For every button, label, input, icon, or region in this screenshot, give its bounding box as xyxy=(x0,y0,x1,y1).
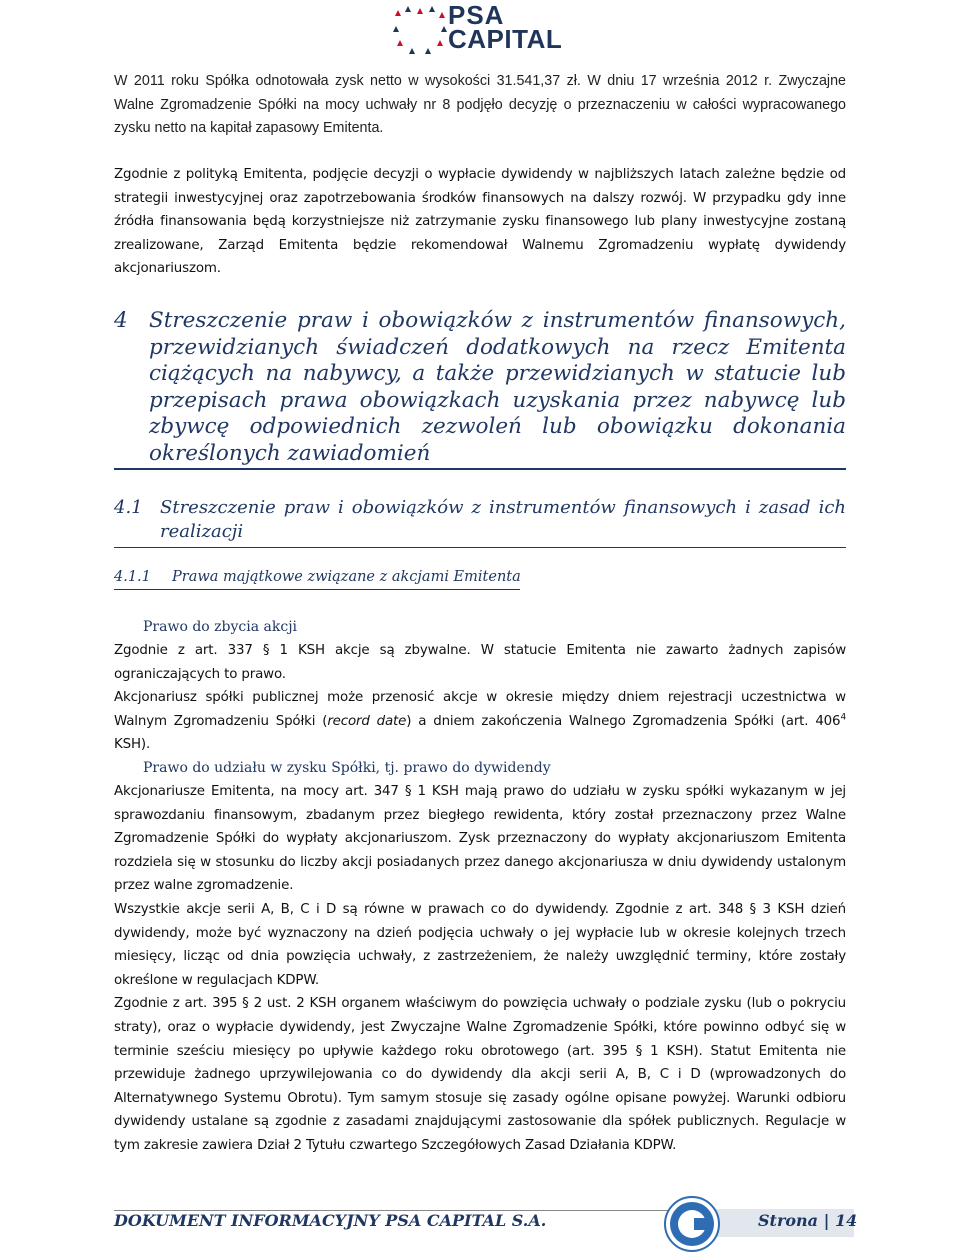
logo-text-capital: CAPITAL xyxy=(448,24,563,54)
zbycie-p2-record-date: record date xyxy=(327,713,407,729)
intro-paragraph-2: Zgodnie z polityką Emitenta, podjęcie decyzji o wypłacie dywidendy w najbliższych latach zależne będzie od strategii inwestycyjnej oraz zapotrzebowania środków finansowych na dalszy rozwój. W przypadku gdy inne źródła finansowania będą korzystniejsze niż zatrzymanie zysku finansowego lub plany inwestycyjne zostaną zrealizowane, Zarząd Emitenta będzie rekomendował Walnemu Zgromadzeniu wypłatę dywidendy akcjonariuszom. xyxy=(114,167,846,277)
intro-section xyxy=(114,70,846,141)
footer-page-number: Strona | 14 xyxy=(758,1211,858,1230)
zbycie-p2-part-c: KSH). xyxy=(114,737,151,753)
section-4-1-1-number: 4.1.1 xyxy=(114,569,151,585)
intro-section-2 xyxy=(114,163,846,281)
section-4-rule xyxy=(114,468,846,470)
intro-paragraph-1: W 2011 roku Spółka odnotowała zysk netto w wysokości 31.541,37 zł. W dniu 17 września 2012 r. Zwyczajne Walne Zgromadzenie Spółki na mocy uchwały nr 8 podjęło decyzję o przeznaczeniu w całości wypracowanego zysku netto na kapitał zapasowy Emitenta. xyxy=(114,73,846,137)
footer-document-title: DOKUMENT INFORMACYJNY PSA CAPITAL S.A. xyxy=(114,1211,547,1230)
zbycie-p2-sup: 4 xyxy=(840,712,847,723)
dywidenda-heading: Prawo do udziału w zysku Spółki, tj. prawo do dywidendy xyxy=(143,760,551,776)
zbycie-paragraph-2 xyxy=(114,686,846,757)
logo-text-psa: PSA xyxy=(448,0,505,30)
section-4-number: 4 xyxy=(114,308,128,333)
zbycie-section xyxy=(114,639,846,757)
zbycie-heading: Prawo do zbycia akcji xyxy=(143,619,298,635)
zbycie-paragraph-1: Zgodnie z art. 337 § 1 KSH akcje są zbywalne. W statucie Emitenta nie zawarto żadnych zapisów ograniczających to prawo. xyxy=(114,643,846,682)
section-4-1-rule xyxy=(114,547,846,548)
dywidenda-paragraph-2: Wszystkie akcje serii A, B, C i D są równe w prawach co do dywidendy. Zgodnie z art. 348 § 3 KSH dzień dywidendy, może być wyznaczony na dzień podjęcia uchwały o jej wypłacie lub w okresie kolejnych trzech miesięcy, licząc od dnia powzięcia uchwały, z zastrzeżeniem, że należy uwzględnić terminy, które zostały określone w regulacjach KDPW. xyxy=(114,901,846,988)
section-4-1-1-title: Prawa majątkowe związane z akcjami Emitenta xyxy=(172,569,521,585)
section-4-title: Streszczenie praw i obowiązków z instrumentów finansowych, przewidzianych świadczeń dodatkowych na rzecz Emitenta ciążących na nabywcy, a także przewidzianych w statucie lub przepisach prawa obowiązkach uzyskania przez nabywcę lub zbywcę odpowiednich zezwoleń lub obowiązku dokonania określonych zawiadomień xyxy=(149,308,846,466)
zbycie-p2-part-b: ) a dniem zakończenia Walnego Zgromadzenia Spółki (art. 406 xyxy=(406,713,841,729)
section-4-1-1-rule xyxy=(114,589,520,590)
logo-stars-icon xyxy=(392,4,448,54)
dywidenda-paragraph-1: Akcjonariusze Emitenta, na mocy art. 347 § 1 KSH mają prawo do udziału w zysku spółki wykazanym w jej sprawozdaniu finansowym, zbadanym przez biegłego rewidenta, który został przeznaczony przez Walne Zgromadzenie Spółki do wypłaty akcjonariuszom. Zysk przeznaczony do wypłaty akcjonariuszom Emitenta rozdziela się w stosunku do liczby akcji posiadanych przez danego akcjonariusza w dniu dywidendy ustalonym przez walne zgromadzenie. xyxy=(114,784,846,894)
section-4-1-title: Streszczenie praw i obowiązków z instrumentów finansowych i zasad ich realizacji xyxy=(160,497,846,542)
section-4-1-number: 4.1 xyxy=(114,497,143,518)
dywidenda-section xyxy=(114,780,846,1158)
dywidenda-paragraph-3: Zgodnie z art. 395 § 2 ust. 2 KSH organem właściwym do powzięcia uchwały o podziale zysku (lub o pokryciu straty), oraz o wypłacie dywidendy, jest Zwyczajne Walne Zgromadzenie Spółki, które powinno odbyć się w terminie sześciu miesięcy po upływie każdego roku obrotowego (art. 395 § 1 KSH). Statut Emitenta nie przewiduje żadnego uprzywilejowania co do dywidendy dla akcji serii A, B, C i D (wprowadzonych do Alternatywnego Systemu Obrotu). Tym samym stosuje się zasady ogólne opisane powyżej. Warunki odbioru dywidendy ustalane są zgodnie z zasadami znajdującymi zastosowanie dla spółek publicznych. Regulacje w tym zakresie zawiera Dział 2 Tytułu czwartego Szczegółowych Zasad Działania KDPW. xyxy=(114,996,846,1153)
zbycie-p2-part-a: Akcjonariusz spółki publicznej może przenosić akcje w okresie między dniem rejestracji uczestnictwa w Walnym Zgromadzeniu Spółki ( xyxy=(114,690,846,729)
footer-logo-icon xyxy=(664,1196,720,1252)
